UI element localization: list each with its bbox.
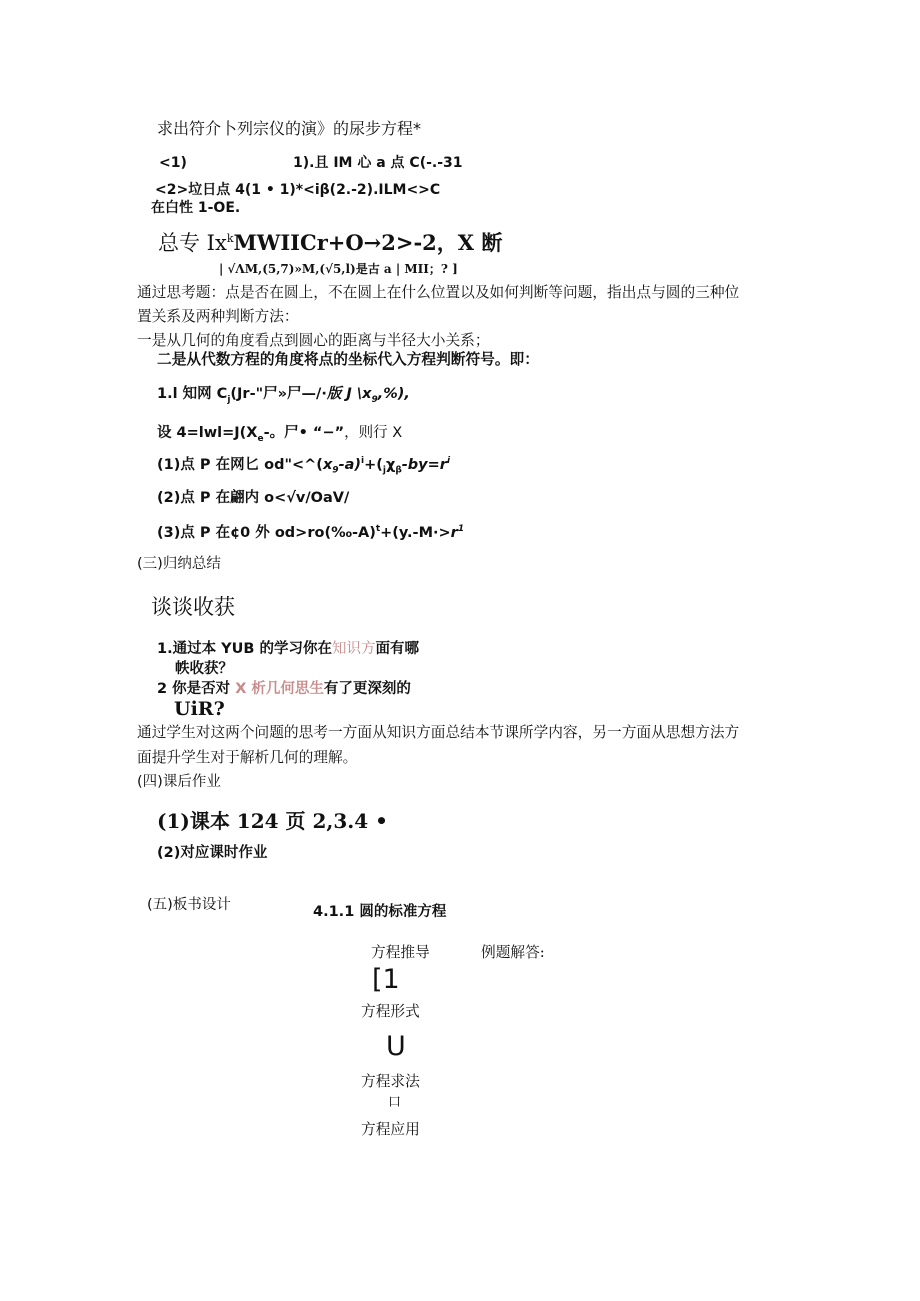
criteria-2 bbox=[157, 426, 402, 444]
criteria-3-a: (1)点 P 在网匕 od"<^( bbox=[157, 456, 323, 473]
criteria-5-sup: t bbox=[375, 524, 381, 534]
summary-heading bbox=[158, 232, 502, 254]
summary-sub: | √ΛM,(5,7)»M,(√5,l)是古 a | MII；? ] bbox=[219, 262, 458, 276]
section3-para-line2: 面提升学生对于解析几何的理解。 bbox=[137, 749, 358, 766]
criteria-1-sub: j bbox=[227, 394, 231, 405]
section3-title: 谈谈收获 bbox=[151, 595, 235, 619]
section3-heading: (三)归纳总结 bbox=[137, 556, 221, 572]
criteria-3-sub: 9 bbox=[332, 465, 339, 476]
board-title: 4.1.1 圆的标准方程 bbox=[313, 904, 447, 920]
criteria-3-d: +( bbox=[364, 456, 383, 473]
para1-line1: 通过思考题：点是否在圆上，不在圆上在什么位置以及如何判断等问题，指出点与圆的三种位 bbox=[137, 284, 740, 301]
section3-q2-line2: UiR? bbox=[174, 698, 225, 720]
criteria-5-sup2: 1 bbox=[457, 524, 465, 534]
criteria-1-d: ,%), bbox=[377, 386, 410, 402]
section3-q1-a: 1.通过本 YUB 的学习你在 bbox=[157, 641, 333, 657]
section5-heading: (五)板书设计 bbox=[147, 897, 231, 913]
criteria-5 bbox=[157, 525, 464, 540]
section3-q2-a: 2 你是否对 bbox=[157, 681, 236, 697]
criteria-1 bbox=[157, 387, 410, 405]
section3-q2 bbox=[157, 682, 411, 697]
criteria-3-sup2: i bbox=[446, 456, 451, 466]
example-title: 求出符介卜列宗仪的演》的尿步方程* bbox=[157, 119, 422, 138]
criteria-3-sup: i bbox=[361, 456, 365, 466]
criteria-3-g: -by=r bbox=[401, 456, 447, 473]
criteria-3 bbox=[157, 457, 450, 476]
board-examples: 例题解答: bbox=[481, 944, 545, 961]
para1-line2: 置关系及两种判断方法： bbox=[137, 308, 299, 325]
board-bracket-glyph: [1 bbox=[372, 964, 400, 995]
section3-q2-highlight: X 析几何思生 bbox=[235, 681, 324, 697]
para1-line4: 二是从代数方程的角度将点的坐标代入方程判断符号。即： bbox=[157, 351, 539, 368]
criteria-5-b: +(y.-M·> bbox=[380, 524, 451, 541]
criteria-5-a: (3)点 P 在¢0 外 od>ro(‰-A) bbox=[157, 524, 376, 541]
summary-heading-rest: MWIICr+O→2>-2，X 断 bbox=[233, 230, 503, 255]
example-item1-text: 1).且 IM 心 a 点 C(-.-31 bbox=[293, 155, 463, 171]
board-apply: 方程应用 bbox=[361, 1121, 420, 1138]
example-item1-label: <1) bbox=[159, 155, 187, 171]
section3-q1-b: 面有哪 bbox=[375, 641, 420, 657]
criteria-3-e: j bbox=[382, 465, 386, 476]
board-derive: 方程推导 bbox=[371, 944, 430, 961]
criteria-2-sub: e bbox=[257, 433, 264, 444]
criteria-3-f: χ bbox=[385, 456, 396, 473]
board-form: 方程形式 bbox=[361, 1003, 420, 1020]
summary-heading-sup: k bbox=[226, 232, 234, 245]
criteria-1-sub2: 9 bbox=[371, 394, 378, 405]
para1-line3: 一是从几何的角度看点到圆心的距离与半径大小关系； bbox=[137, 332, 490, 349]
section3-q1-line2: 帙收获？ bbox=[175, 661, 233, 677]
section4-heading: (四)课后作业 bbox=[137, 774, 221, 790]
criteria-1-b: (Jr-"尸»尸—/· bbox=[230, 386, 327, 402]
section3-q1-highlight: 知识方 bbox=[332, 641, 376, 657]
homework-2: (2)对应课时作业 bbox=[157, 845, 268, 861]
criteria-2-a: 设 4=lwl=J(X bbox=[157, 425, 258, 441]
criteria-4: (2)点 P 在翩内 o<√v/OaV/ bbox=[157, 490, 350, 506]
criteria-3-b: x bbox=[322, 456, 333, 473]
summary-heading-text: 总专 Ix bbox=[158, 231, 227, 255]
example-item2-cont: 在白性 1-OE. bbox=[151, 200, 241, 216]
homework-1: (1)课本 124 页 2,3.4 • bbox=[157, 809, 388, 833]
criteria-5-c: r bbox=[450, 524, 458, 541]
criteria-1-c: 版 J \x bbox=[326, 386, 372, 402]
board-solve: 方程求法 bbox=[361, 1073, 420, 1090]
board-cup-glyph: U bbox=[386, 1031, 406, 1062]
section3-para-line1: 通过学生对这两个问题的思考一方面从知识方面总结本节课所学内容，另一方面从思想方法方 bbox=[137, 724, 740, 741]
board-box-glyph: 口 bbox=[388, 1095, 402, 1110]
criteria-3-c: -a) bbox=[338, 456, 361, 473]
example-item2: <2>垃日点 4(1 • 1)*<iβ(2.-2).ILM<>C bbox=[155, 182, 441, 198]
criteria-2-c: ，则行 X bbox=[344, 425, 403, 441]
section3-q2-b: 有了更深刻的 bbox=[323, 681, 411, 697]
criteria-1-a: 1.l 知网 C bbox=[157, 386, 228, 402]
criteria-2-b: -。尸• “−” bbox=[263, 425, 345, 441]
criteria-3-sub2: β bbox=[395, 465, 402, 476]
section3-q1 bbox=[157, 642, 419, 657]
